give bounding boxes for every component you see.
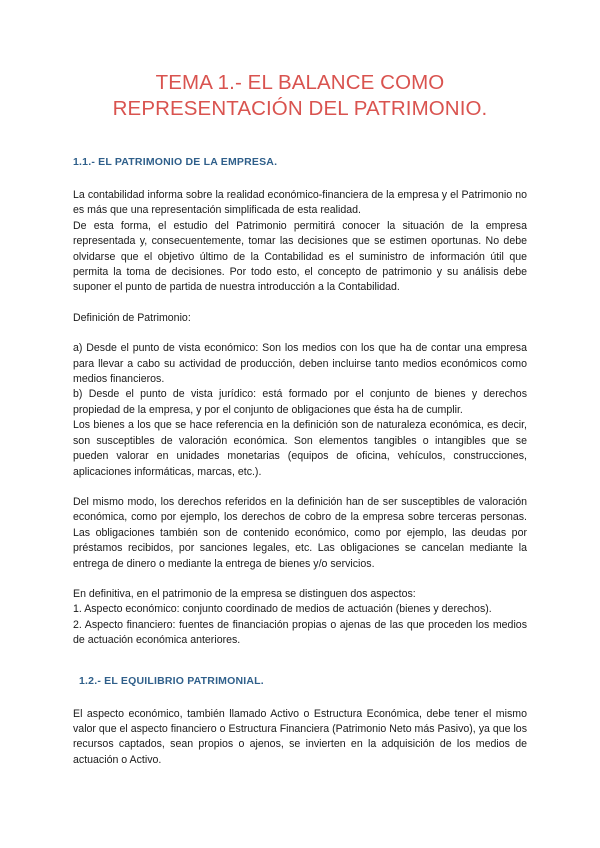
section-1-paragraph-4: a) Desde el punto de vista económico: Son los medios con los que ha de contar una empresa para llevar a cabo su actividad de producción, deben incluirse tanto medios económicos como medios financieros.: [73, 342, 527, 386]
section-1-paragraph-9: 1. Aspecto económico: conjunto coordinado de medios de actuación (bienes y derechos).: [73, 603, 492, 616]
section-1-paragraph-7: Del mismo modo, los derechos referidos en la definición han de ser susceptibles de valoración económica, como por ejemplo, los derechos de cobro de la empresa sobre terceras personas. Las obligaciones también son de contenido económico, como por ejemplo, las deudas por préstamos recibidos, por sanciones legales, etc. Las obligaciones se cancelan mediante la entrega de dinero o mediante la entrega de bienes y/o servicios.: [73, 495, 527, 570]
section-1-paragraph-1: La contabilidad informa sobre la realidad económico-financiera de la empresa y el Patrimonio no es más que una representación simplificada de esta realidad.: [73, 189, 527, 217]
section-2-paragraph-1: El aspecto económico, también llamado Activo o Estructura Económica, debe tener el mismo valor que el aspecto financiero o Estructura Financiera (Patrimonio Neto más Pasivo), ya que los recursos captados, sean propios o ajenos, se invierten en la adquisición de los medios de actuación o Activo.: [73, 707, 527, 766]
section-1-paragraph-2: De esta forma, el estudio del Patrimonio permitirá conocer la situación de la empresa representada y, consecuentemente, tomar las decisiones que se estimen oportunas. No debe olvidarse que el objetivo último de la Contabilidad es el suministro de información útil que permita la toma de decisiones. Por todo esto, el concepto de patrimonio y su análisis debe suponer el punto de partida de nuestra introducción a la Contabilidad.: [73, 219, 527, 294]
section-1-paragraph-8: En definitiva, en el patrimonio de la empresa se distinguen dos aspectos:: [73, 587, 416, 600]
page-title-line-1: TEMA 1.- EL BALANCE COMO: [155, 71, 445, 94]
section-1-paragraph-3: Definición de Patrimonio:: [73, 311, 191, 324]
section-1-paragraph-5: b) Desde el punto de vista jurídico: está formado por el conjunto de bienes y derechos propiedad de la empresa, y por el conjunto de obligaciones que ésta ha de cumplir.: [73, 388, 527, 416]
section-1-heading: 1.1.- EL PATRIMONIO DE LA EMPRESA.: [73, 156, 278, 168]
page-title: [73, 70, 527, 122]
section-1-paragraph-6: Los bienes a los que se hace referencia en la definición son de naturaleza económica, es decir, son susceptibles de valoración económica. Son elementos tangibles o intangibles que se pueden valorar en unidades monetarias (equipos de oficina, vehículos, construcciones, aplicaciones informáticas, marcas, etc.).: [73, 419, 527, 478]
section-2-heading: 1.2.- EL EQUILIBRIO PATRIMONIAL.: [79, 674, 264, 687]
section-1-paragraph-10: 2. Aspecto financiero: fuentes de financiación propias o ajenas de las que proceden los medios de actuación económica anteriores.: [73, 618, 527, 647]
page-title-line-2: REPRESENTACIÓN DEL PATRIMONIO.: [112, 97, 488, 120]
